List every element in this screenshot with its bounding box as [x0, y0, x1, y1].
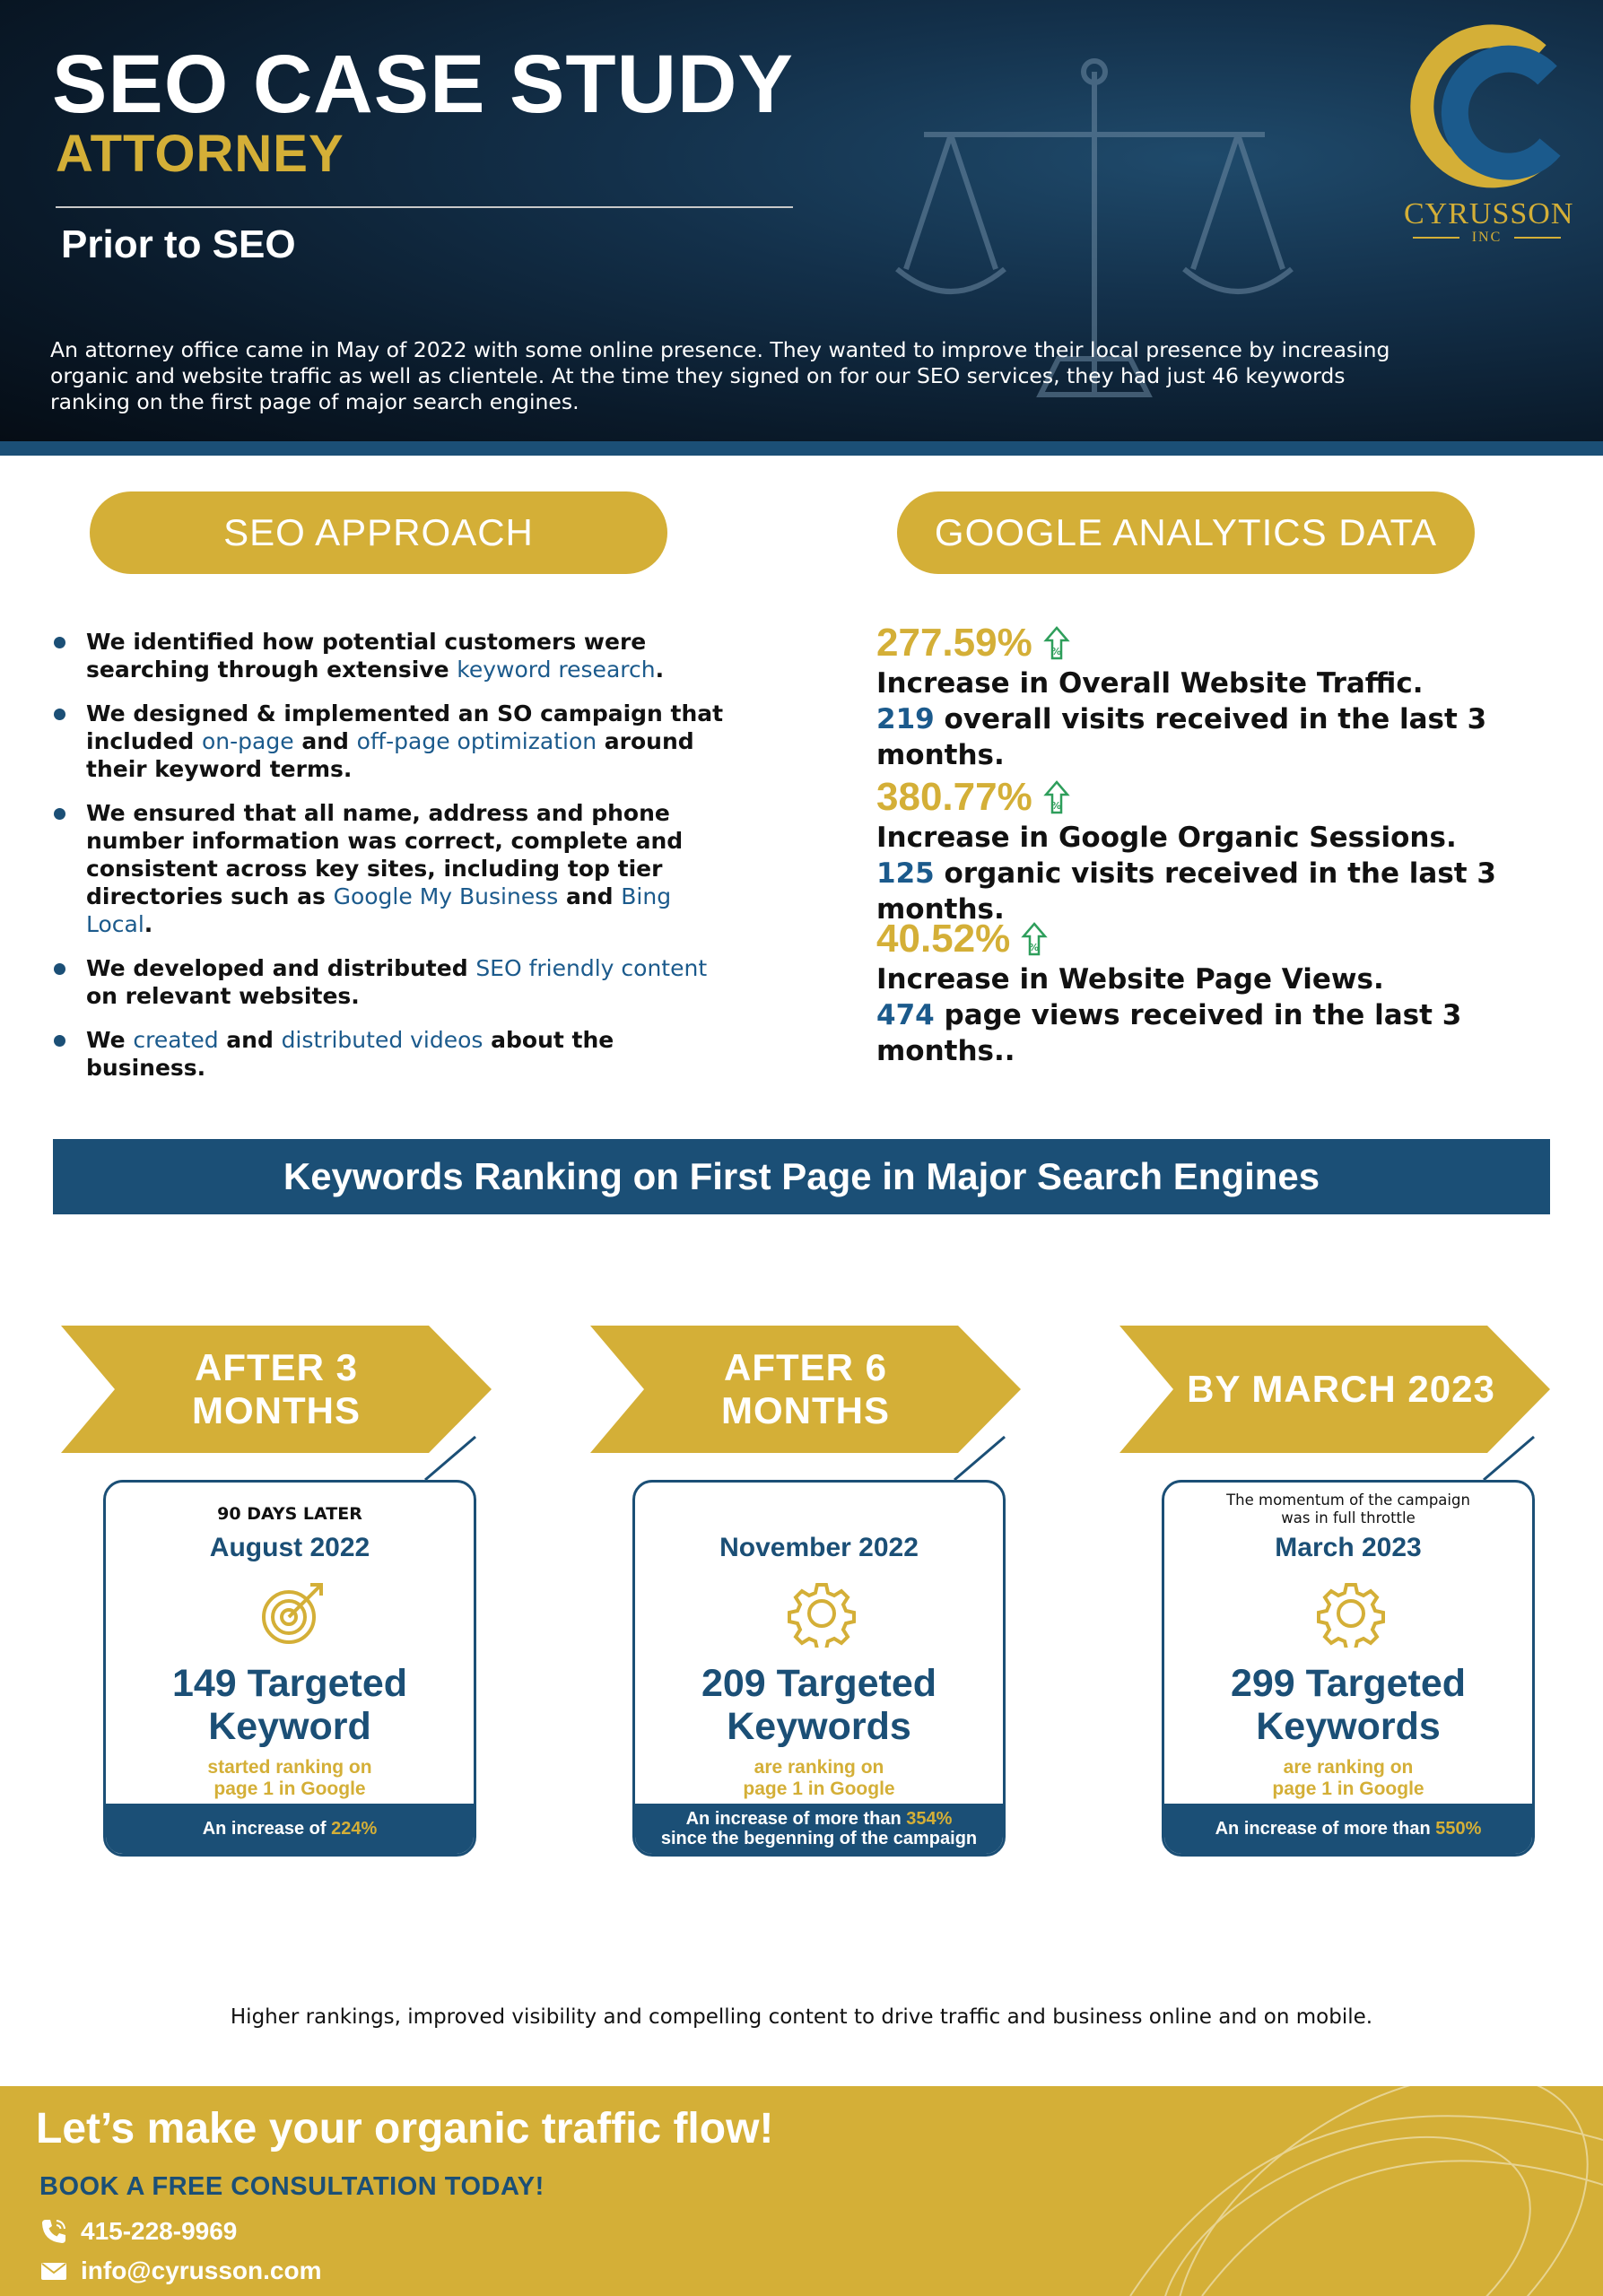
card-preheading: 90 DAYS LATER: [217, 1504, 362, 1524]
svg-text:%: %: [1029, 942, 1040, 953]
divider: [56, 206, 793, 208]
stat-label: Increase in Website Page Views.: [876, 963, 1384, 996]
tagline: Higher rankings, improved visibility and compelling content to drive traffic and business online and on mobile.: [230, 2005, 1373, 2029]
link-distributed-videos: distributed videos: [281, 1027, 484, 1053]
hero-accent-strip: [0, 441, 1603, 456]
card-subtext: are ranking on page 1 in Google: [1272, 1757, 1424, 1799]
stat-website-traffic: [876, 621, 1576, 773]
card-footer: An increase of more than 354% since the begenning of the campaign: [635, 1804, 1003, 1854]
card-footer: An increase of more than 550%: [1164, 1804, 1532, 1854]
stat-label: Increase in Google Organic Sessions.: [876, 822, 1457, 854]
stat-number: 474: [876, 999, 935, 1031]
analytics-heading: GOOGLE ANALYTICS DATA: [897, 491, 1475, 574]
stat-detail: page views received in the last 3 months..: [876, 999, 1462, 1067]
book-consultation-link[interactable]: BOOK A FREE CONSULTATION TODAY!: [39, 2172, 544, 2201]
target-icon: [258, 1579, 327, 1648]
phone-link[interactable]: [39, 2217, 237, 2246]
card-month: March 2023: [1275, 1533, 1422, 1562]
link-seo-content: SEO friendly content: [475, 955, 708, 981]
stat-percent: 380.77%: [876, 775, 1032, 819]
card-keyword-count: 149 Targeted Keyword: [171, 1662, 408, 1748]
up-arrow-percent-icon: [1041, 779, 1072, 815]
list-item: We created and distributed videos about the business.: [54, 1026, 736, 1082]
link-off-page: off-page optimization: [356, 728, 597, 754]
svg-text:%: %: [1050, 646, 1061, 657]
card-month: November 2022: [719, 1533, 919, 1562]
stat-detail: overall visits received in the last 3 months.: [876, 703, 1487, 771]
gear-icon: [788, 1579, 856, 1648]
card-connector-line: [1480, 1433, 1538, 1483]
logo-wordmark: CYRUSSON: [1404, 197, 1574, 230]
stat-percent: 277.59%: [876, 621, 1032, 665]
stat-label: Increase in Overall Website Traffic.: [876, 667, 1424, 700]
phone-icon: [39, 2217, 68, 2246]
up-arrow-percent-icon: [1041, 625, 1072, 661]
stat-percent: 40.52%: [876, 917, 1011, 961]
card-subtext: started ranking on page 1 in Google: [207, 1757, 372, 1799]
step-arrow-label: BY MARCH 2023: [1187, 1368, 1495, 1410]
footer-title: Let’s make your organic traffic flow!: [36, 2105, 774, 2152]
list-item: We designed & implemented an SO campaign that included on-page and off-page optimization around their keyword terms.: [54, 700, 736, 783]
phone-number: 415-228-9969: [81, 2217, 238, 2245]
intro-paragraph: An attorney office came in May of 2022 with some online presence. They wanted to improve their local presence by increasing organic and website traffic as well as clientele. At the time they signed on for our SEO services, they had just 46 keywords ranking on the first page of major search engines.: [50, 337, 1390, 414]
logo-rule-right: [1514, 237, 1561, 239]
card-subtext: are ranking on page 1 in Google: [743, 1757, 895, 1799]
link-keyword-research: keyword research: [457, 657, 656, 683]
card-connector-line: [422, 1433, 479, 1483]
step-card-march-2023: [1162, 1480, 1535, 1857]
envelope-icon: [39, 2257, 68, 2285]
stat-organic-sessions: [876, 775, 1576, 927]
logo-suffix: INC: [1471, 230, 1503, 245]
hero-banner: [0, 0, 1603, 453]
step-card-3-months: [103, 1480, 476, 1857]
list-item: We identified how potential customers were searching through extensive keyword research.: [54, 628, 736, 683]
up-arrow-percent-icon: [1019, 921, 1050, 957]
seo-approach-heading: SEO APPROACH: [90, 491, 667, 574]
step-arrow-label: AFTER 3 MONTHS: [192, 1346, 361, 1431]
gear-icon: [1317, 1579, 1385, 1648]
link-on-page: on-page: [202, 728, 294, 754]
link-google-my-business: Google My Business: [333, 883, 559, 909]
card-connector-line: [951, 1433, 1008, 1483]
stat-number: 219: [876, 703, 935, 735]
card-keyword-count: 209 Targeted Keywords: [701, 1662, 937, 1748]
stat-detail: organic visits received in the last 3 months.: [876, 857, 1496, 926]
link-created: created: [133, 1027, 219, 1053]
footer-cta: [0, 2086, 1603, 2296]
step-card-6-months: [632, 1480, 1006, 1857]
card-preheading: The momentum of the campaign was in full throttle: [1226, 1492, 1470, 1526]
email-address: info@cyrusson.com: [81, 2257, 322, 2284]
step-arrow-label: AFTER 6 MONTHS: [721, 1346, 890, 1431]
decorative-swirl: [969, 2086, 1603, 2296]
stat-page-views: [876, 917, 1576, 1069]
list-item: We developed and distributed SEO friendly content on relevant websites.: [54, 954, 736, 1010]
list-item: We ensured that all name, address and phone number information was correct, complete and consistent across key sites, including top tier directories such as Google My Business and Bing Local.: [54, 799, 736, 938]
keywords-ranking-banner: Keywords Ranking on First Page in Major Search Engines: [53, 1139, 1550, 1214]
email-link[interactable]: [39, 2257, 321, 2285]
approach-list: [54, 628, 736, 1098]
link-bing-local: Bing Local: [86, 883, 672, 937]
card-month: August 2022: [209, 1533, 370, 1562]
page-subtitle: ATTORNEY: [56, 125, 344, 183]
card-footer: An increase of 224%: [106, 1804, 474, 1854]
svg-text:%: %: [1050, 800, 1061, 812]
card-keyword-count: 299 Targeted Keywords: [1230, 1662, 1467, 1748]
page-title: SEO CASE STUDY: [52, 39, 794, 130]
stat-number: 125: [876, 857, 935, 890]
section-heading-prior: Prior to SEO: [61, 222, 296, 266]
